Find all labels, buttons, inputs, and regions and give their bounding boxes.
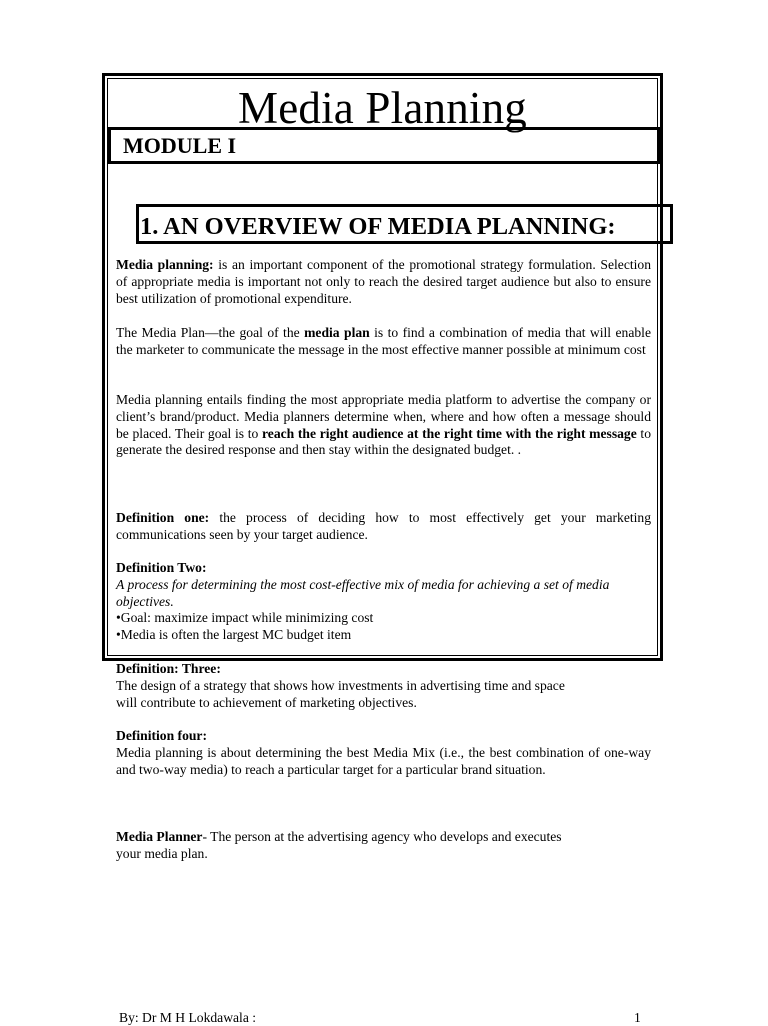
entails-suffix: to generate the desired response and then stay within the designated budget. . [116, 425, 651, 458]
media-planning-entails-paragraph [116, 392, 651, 459]
definition-one [116, 510, 651, 544]
definition-four-text: Media planning is about determining the best Media Mix (i.e., the best combination of one-way and two-way media) to reach a particular target for a particular brand situation. [116, 744, 651, 777]
entails-bold: reach the right audience at the right time with the right message [262, 425, 637, 441]
media-planner-text-line2: your media plan. [116, 845, 208, 861]
section-heading: 1. AN OVERVIEW OF MEDIA PLANNING: [140, 213, 616, 240]
media-planning-text: is an important component of the promotional strategy formulation. Selection of appropriate media is important not only to reach the desired target audience but also to ensure best utilization of promotional expenditure. [116, 257, 652, 306]
media-plan-suffix: is to find a combination of media that will enable the marketer to communicate the message in the most effective manner possible at minimum cost [116, 325, 651, 357]
definition-four [116, 728, 651, 778]
definition-two-text: A process for determining the most cost-effective mix of media for achieving a set of media objectives. [116, 576, 610, 609]
media-planner-text-line1: - The person at the advertising agency who develops and executes [202, 829, 562, 844]
media-planning-paragraph [116, 257, 651, 307]
definition-two-bullet-goal: •Goal: maximize impact while minimizing cost [116, 610, 374, 626]
definition-three-text-line2: will contribute to achievement of marketing objectives. [116, 694, 417, 710]
media-plan-prefix: The Media Plan—the goal of the [116, 325, 305, 340]
media-plan-paragraph [116, 325, 651, 359]
definition-one-label: Definition one: [116, 510, 210, 525]
media-plan-bold: media plan [304, 325, 370, 340]
definition-three-label: Definition: Three: [116, 661, 221, 676]
definition-two [116, 560, 651, 644]
definition-three-text-line1: The design of a strategy that shows how investments in advertising time and space [116, 677, 565, 693]
footer-author: By: Dr M H Lokdawala : [119, 1010, 257, 1025]
module-label: MODULE I [108, 127, 661, 164]
page-number: 1 [634, 1010, 641, 1025]
media-planner-definition [116, 829, 651, 863]
definition-one-text: the process of deciding how to most effectively get your marketing communications seen by your target audience. [116, 510, 651, 542]
media-planning-term: Media planning: [116, 257, 214, 272]
definition-four-label: Definition four: [116, 728, 207, 743]
media-planner-label: Media Planner [116, 829, 203, 844]
definition-two-bullet-budget: •Media is often the largest MC budget item [116, 627, 352, 643]
entails-prefix: Media planning entails finding the most appropriate media platform to advertise the company or client’s brand/product. Media planners determine when, where and how often a message should be placed. Their goal is to [116, 392, 651, 441]
definition-two-label: Definition Two: [116, 560, 207, 575]
page-title: Media Planning [237, 83, 528, 133]
definition-three [116, 661, 651, 711]
